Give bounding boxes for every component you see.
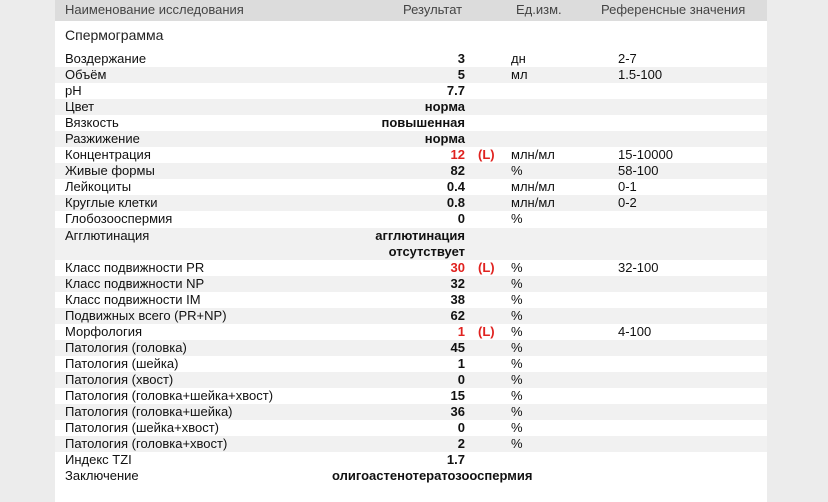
test-unit: %	[511, 323, 523, 339]
test-name: Патология (шейка+хвост)	[65, 420, 219, 436]
test-result: 32	[450, 275, 465, 291]
table-row	[55, 67, 767, 83]
test-result: 0.8	[446, 195, 465, 211]
table-row	[55, 115, 767, 131]
test-name: Класс подвижности IM	[65, 291, 201, 307]
test-result: 0	[457, 211, 465, 227]
results-table	[55, 51, 767, 485]
lab-report-page	[55, 0, 767, 502]
test-result: 7.7	[446, 83, 465, 99]
table-row	[55, 163, 767, 179]
test-result: 1	[457, 323, 465, 339]
test-name: Объём	[65, 67, 107, 83]
test-unit: %	[511, 371, 523, 387]
table-row	[55, 276, 767, 292]
test-reference: 58-100	[618, 163, 659, 179]
test-name: Круглые клетки	[65, 195, 158, 211]
test-name: Концентрация	[65, 147, 151, 163]
test-reference: 1.5-100	[618, 67, 663, 83]
header-unit: Ед.изм.	[516, 2, 562, 17]
test-result	[375, 228, 465, 260]
test-name: Лейкоциты	[65, 179, 132, 195]
test-name: pH	[65, 83, 82, 99]
test-name: Класс подвижности PR	[65, 259, 205, 275]
low-flag: (L)	[478, 323, 495, 339]
header-result: Результат	[403, 2, 463, 17]
test-unit: %	[511, 275, 523, 291]
test-unit: млн/мл	[511, 147, 555, 163]
table-row	[55, 436, 767, 452]
test-name: Класс подвижности NP	[65, 275, 205, 291]
test-unit: дн	[511, 51, 526, 66]
table-row	[55, 228, 767, 260]
conclusion-label: Заключение	[65, 468, 139, 484]
test-result: 12	[450, 147, 465, 163]
test-name: Индекс TZI	[65, 452, 132, 468]
table-row	[55, 372, 767, 388]
test-result: 38	[450, 291, 465, 307]
table-row	[55, 308, 767, 324]
test-result: норма	[424, 131, 465, 147]
test-name: Патология (шейка)	[65, 355, 179, 371]
test-name: Разжижение	[65, 131, 140, 147]
test-result-line: отсутствует	[388, 243, 465, 259]
table-row	[55, 211, 767, 227]
test-name: Патология (хвост)	[65, 371, 174, 387]
test-unit: %	[511, 339, 523, 355]
test-name: Морфология	[65, 323, 143, 339]
table-row	[55, 179, 767, 195]
table-header	[55, 0, 767, 21]
test-result: 1.7	[446, 452, 465, 468]
header-reference: Референсные значения	[601, 2, 746, 17]
test-unit: %	[511, 291, 523, 307]
table-row	[55, 356, 767, 372]
test-unit: млн/мл	[511, 195, 555, 211]
table-row	[55, 83, 767, 99]
test-result: 62	[450, 307, 465, 323]
test-result: 2	[457, 436, 465, 452]
table-row	[55, 340, 767, 356]
test-unit: млн/мл	[511, 179, 555, 195]
test-unit: %	[511, 404, 523, 420]
test-result: 1	[457, 355, 465, 371]
test-unit: %	[511, 436, 523, 452]
test-result-line: агглютинация	[375, 227, 465, 243]
test-name: Живые формы	[65, 163, 155, 179]
test-result: 0	[457, 420, 465, 436]
test-unit: %	[511, 355, 523, 371]
test-result: норма	[424, 99, 465, 115]
test-unit: %	[511, 211, 523, 227]
test-name: Цвет	[65, 99, 95, 115]
conclusion-value: олигоастенотератозооспермия	[332, 468, 533, 484]
table-row	[55, 99, 767, 115]
test-name: Глобозооспермия	[65, 211, 173, 227]
test-name: Патология (головка+шейка+хвост)	[65, 387, 274, 403]
table-row	[55, 388, 767, 404]
table-row	[55, 292, 767, 308]
test-result: 15	[450, 387, 465, 403]
test-result: 36	[450, 404, 465, 420]
test-unit: %	[511, 420, 523, 436]
low-flag: (L)	[478, 259, 495, 275]
test-name: Подвижных всего (PR+NP)	[65, 307, 227, 323]
table-row	[55, 260, 767, 276]
test-result: 82	[450, 163, 465, 179]
test-name: Патология (головка)	[65, 339, 187, 355]
test-reference: 2-7	[618, 51, 637, 66]
test-name: Патология (головка+шейка)	[65, 404, 233, 420]
test-reference: 0-2	[618, 195, 637, 211]
table-row	[55, 131, 767, 147]
test-name: Агглютинация	[65, 227, 150, 243]
test-result: 30	[450, 259, 465, 275]
table-row	[55, 147, 767, 163]
test-reference: 4-100	[618, 323, 652, 339]
test-reference: 0-1	[618, 179, 637, 195]
test-unit: мл	[511, 67, 528, 83]
test-result: 3	[457, 51, 465, 66]
table-row	[55, 324, 767, 340]
test-name: Патология (головка+хвост)	[65, 436, 228, 452]
test-unit: %	[511, 307, 523, 323]
table-row	[55, 452, 767, 468]
table-row	[55, 51, 767, 67]
section-title: Спермограмма	[65, 27, 164, 43]
conclusion-row	[55, 468, 767, 485]
header-name: Наименование исследования	[65, 2, 244, 17]
test-reference: 32-100	[618, 259, 659, 275]
table-row	[55, 195, 767, 211]
table-row	[55, 420, 767, 436]
test-name: Вязкость	[65, 115, 119, 131]
test-unit: %	[511, 163, 523, 179]
test-name: Воздержание	[65, 51, 147, 66]
test-unit: %	[511, 259, 523, 275]
table-row	[55, 404, 767, 420]
test-result: повышенная	[381, 115, 465, 131]
test-result: 0.4	[446, 179, 465, 195]
test-result: 0	[457, 371, 465, 387]
low-flag: (L)	[478, 147, 495, 163]
test-unit: %	[511, 387, 523, 403]
test-reference: 15-10000	[618, 147, 673, 163]
test-result: 45	[450, 339, 465, 355]
test-result: 5	[457, 67, 465, 83]
